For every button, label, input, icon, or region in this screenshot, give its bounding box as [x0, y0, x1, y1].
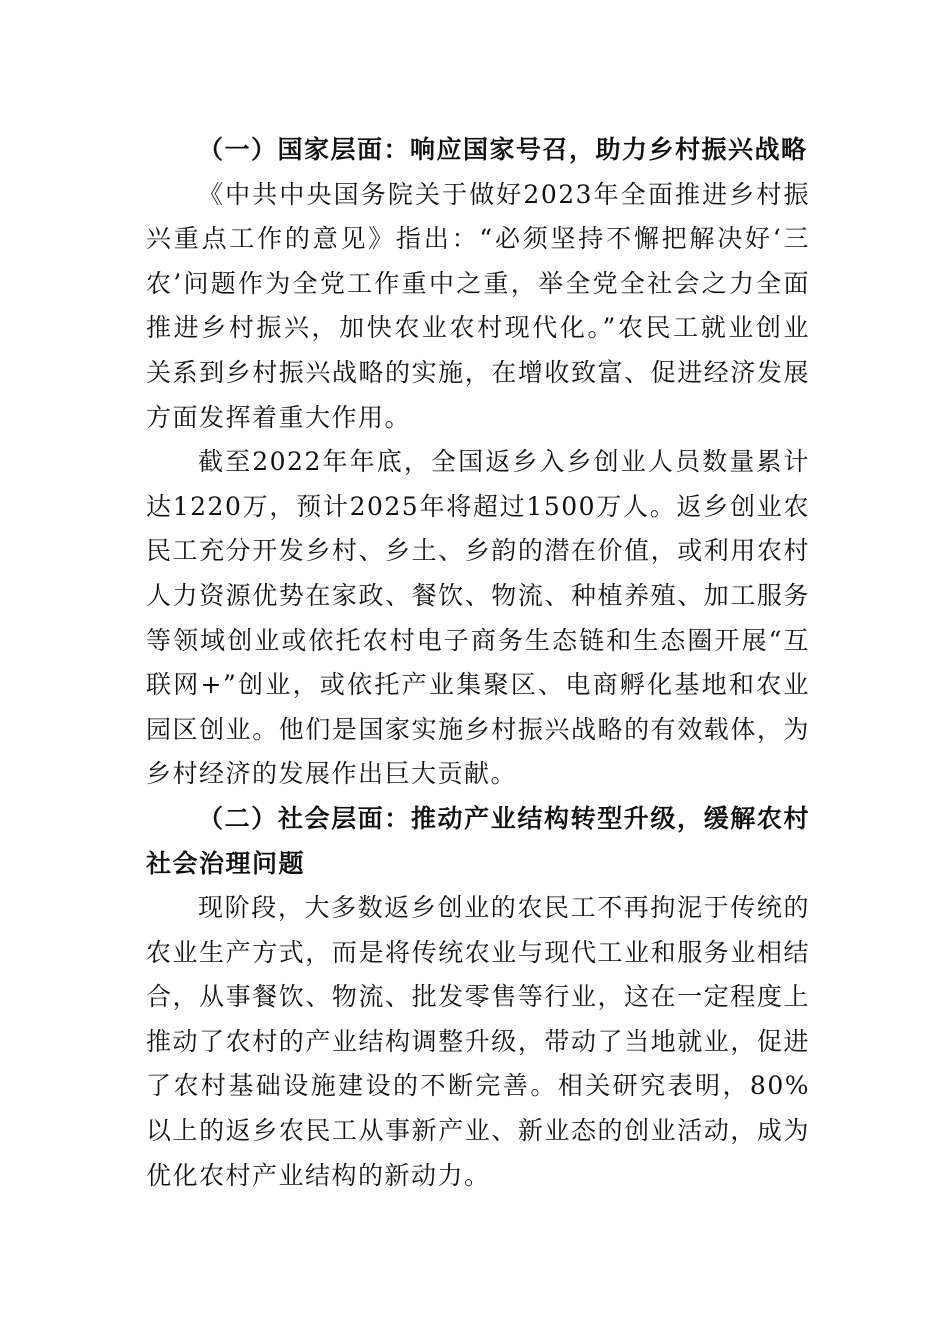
- paragraph-1: 《中共中央国务院关于做好2023年全面推进乡村振兴重点工作的意见》指出：“必须坚持不懈把解决好‘三农’问题作为全党工作重中之重，举全党全社会之力全面推进乡村振兴，加快农业农村现代化。”农民工就业创业关系到乡村振兴战略的实施，在增收致富、促进经济发展方面发挥着重大作用。: [146, 179, 810, 432]
- section-heading-1: （一）国家层面：响应国家号召，助力乡村振兴战略: [198, 135, 808, 164]
- section-heading-2: （二）社会层面：推动产业结构转型升级，缓解农村社会治理问题: [146, 803, 810, 878]
- document-page: [146, 128, 810, 1198]
- paragraph-2: 截至2022年年底，全国返乡入乡创业人员数量累计达1220万，预计2025年将超过1500万人。返乡创业农民工充分开发乡村、乡土、乡韵的潜在价值，或利用农村人力资源优势在家政、餐饮、物流、种植养殖、加工服务等领域创业或依托农村电子商务生态链和生态圈开展“互联网+”创业，或依托产业集聚区、电商孵化基地和农业园区创业。他们是国家实施乡村振兴战略的有效载体，为乡村经济的发展作出巨大贡献。: [146, 447, 810, 789]
- paragraph-3: 现阶段，大多数返乡创业的农民工不再拘泥于传统的农业生产方式，而是将传统农业与现代工业和服务业相结合，从事餐饮、物流、批发零售等行业，这在一定程度上推动了农村的产业结构调整升级，带动了当地就业，促进了农村基础设施建设的不断完善。相关研究表明，80%以上的返乡农民工从事新产业、新业态的创业活动，成为优化农村产业结构的新动力。: [146, 893, 810, 1190]
